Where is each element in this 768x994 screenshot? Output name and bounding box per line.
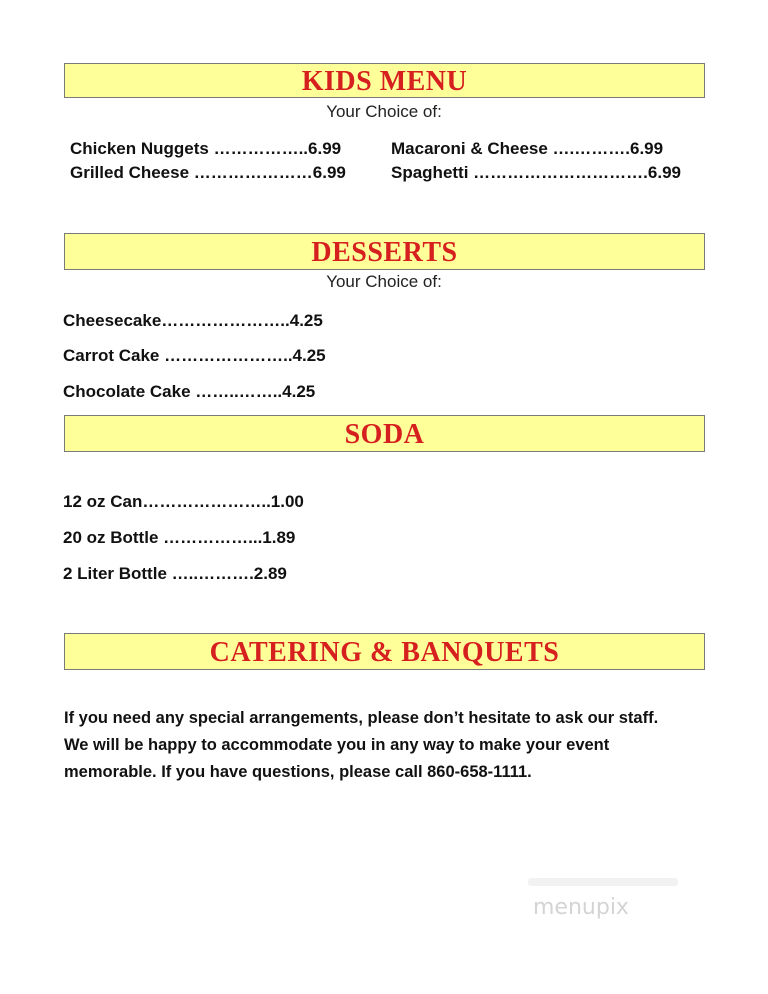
watermark-bar <box>528 878 678 886</box>
menu-item: 12 oz Can…………………..1.00 <box>63 492 304 511</box>
menu-item: Spaghetti ………………………….6.99 <box>391 163 681 182</box>
catering-banner <box>64 633 705 670</box>
soda-title: SODA <box>344 419 425 450</box>
catering-line: If you need any special arrangements, please don’t hesitate to ask our staff. <box>64 709 659 727</box>
menu-item: 2 Liter Bottle …..……….2.89 <box>63 564 287 583</box>
menu-item: Cheesecake…………………..4.25 <box>63 311 323 330</box>
menu-item: 20 oz Bottle ……………...1.89 <box>63 528 296 547</box>
menu-item: Chocolate Cake ……..……..4.25 <box>63 382 316 401</box>
catering-line: memorable. If you have questions, please call 860-658-1111. <box>64 763 532 781</box>
watermark-logo: menupix <box>533 895 629 920</box>
kids-menu-banner <box>64 63 705 98</box>
desserts-title: DESSERTS <box>311 237 458 268</box>
soda-banner <box>64 415 705 452</box>
kids-menu-title: KIDS MENU <box>301 66 468 97</box>
desserts-banner <box>64 233 705 270</box>
desserts-subtitle: Your Choice of: <box>326 272 442 291</box>
kids-menu-subtitle: Your Choice of: <box>326 102 442 121</box>
menu-item: Macaroni & Cheese ….……….6.99 <box>391 139 664 158</box>
catering-paragraph <box>64 705 714 786</box>
menu-item: Chicken Nuggets ……………..6.99 <box>70 139 342 158</box>
menu-item: Grilled Cheese …………………6.99 <box>70 163 346 182</box>
catering-title: CATERING & BANQUETS <box>209 637 560 668</box>
catering-line: We will be happy to accommodate you in any way to make your event <box>64 736 610 754</box>
menu-item: Carrot Cake …………………..4.25 <box>63 346 326 365</box>
